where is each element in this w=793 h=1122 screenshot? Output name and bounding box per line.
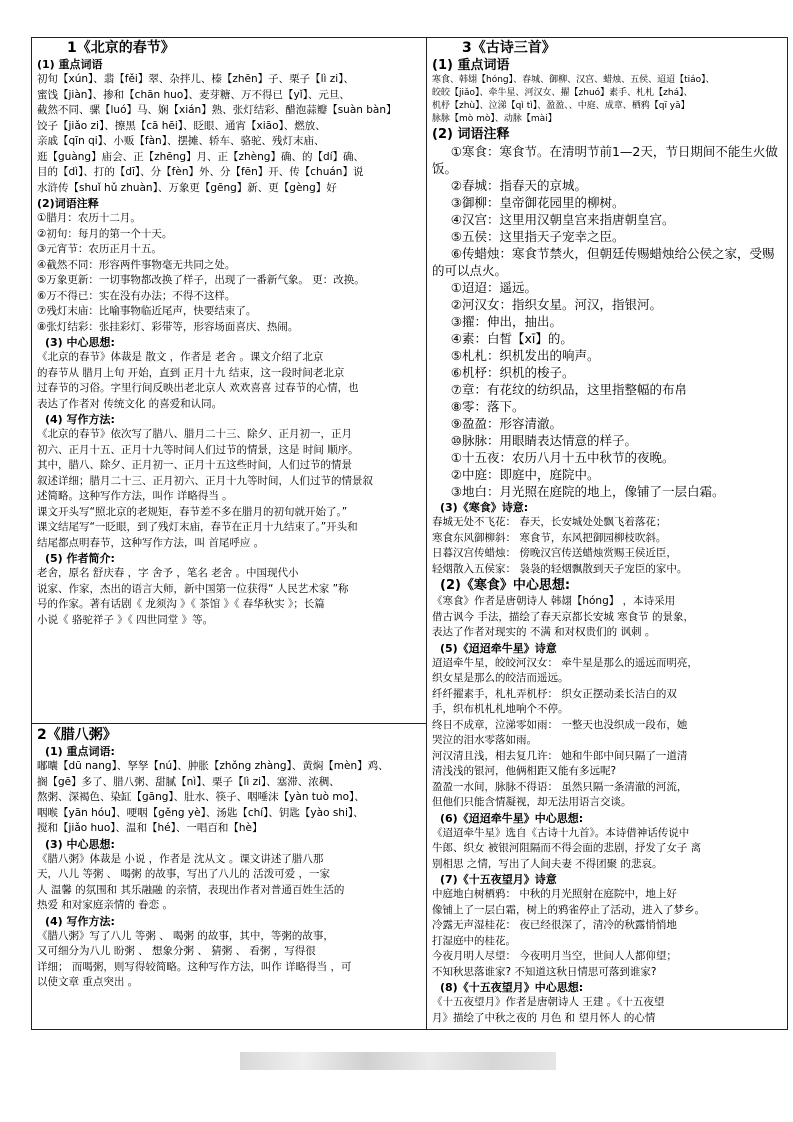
section-beijing-spring-festival <box>32 38 426 724</box>
note-line: ⑨盈盈：形容清澈。 <box>450 416 562 431</box>
note-line: ⑧零：落下。 <box>450 399 525 414</box>
writing-method-line: 以使文章 重点突出 。 <box>37 976 139 988</box>
note-line: ⑩脉脉：用眼睛表达情意的样子。 <box>450 433 637 448</box>
section-title: 3《古诗三首》 <box>462 40 556 56</box>
subheading-main-idea: (3) 中心思想: <box>45 336 115 349</box>
worksheet-page <box>31 37 788 1030</box>
main-idea-line: 《十五夜望月》作者是唐朝诗人 王建 。《十五夜望 <box>432 996 665 1008</box>
poem-line: 盈盈一水间，脉脉不得语： 虽然只隔一条清澈的河流， <box>432 780 688 793</box>
writing-method-line: 述简略。这种写作方法，叫作 详略得当 。 <box>37 490 233 502</box>
vocab-line: 搁【gē】多了、腊八粥、甜腻【nì】、栗子【lì zi】、塞滞、浓稠、 <box>37 775 340 788</box>
main-idea-line: 的春节从 腊月上旬 开始，直到 正月十九 结束，这一段时间老北京 <box>37 366 345 379</box>
subheading-hanshi-main-idea: (2)《寒食》中心思想: <box>440 578 571 593</box>
subheading-word-notes: (2) 词语注释 <box>432 127 510 142</box>
main-idea-line: 天，八儿 等粥 、 喝粥 的故事，写出了八儿的 活泼可爱 ，一家 <box>37 868 331 880</box>
note-line: ⑥万不得已：实在没有办法；不得不这样。 <box>37 289 236 302</box>
main-idea-line: 牛郎、织女 被银河阻隔而不得会面的悲剧，抒发了女子 离 <box>432 842 702 854</box>
section-title: 1《北京的春节》 <box>67 40 175 56</box>
writing-method-line: 初六、正月十五、正月十九等时间人们过节的情景，这是 时间 顺序。 <box>37 443 359 456</box>
note-line: ③元宵节：农历正月十五。 <box>37 243 162 255</box>
main-idea-line: 表达了作者对现实的 不满 和对权贵们的 讽刺 。 <box>432 626 656 638</box>
poem-line: 清浅浅的银河，他俩相距又能有多远呢? <box>432 765 617 777</box>
note-line: ⑥机杼：织机的梭子。 <box>450 365 575 380</box>
writing-method-line: 《北京的春节》依次写了腊八、腊月二十三、除夕、正月初一，正月 <box>37 428 352 440</box>
section-three-ancient-poems <box>426 38 787 1029</box>
vocab-line: 机杼【zhù】、泣涕【qì tì】、盈盈、、中庭、成章、栖鸦【qī yā】 <box>432 101 690 111</box>
note-line: ⑥传蜡烛：寒食节禁火，但朝廷传赐蜡烛给公侯之家，受赐的可以点火。 <box>432 246 775 278</box>
poem-line: 哭泣的泪水零落如雨。 <box>432 734 537 746</box>
poem-line: 日暮汉宫传蜡烛： 傍晚汉宫传送蜡烛赏赐王侯近臣， <box>432 547 677 559</box>
main-idea-line: 《迢迢牵牛星》选自《古诗十九首》。本诗借神话传说中 <box>432 826 690 839</box>
author-intro-line: 号的作家。著有话剧《 龙须沟 》《 茶馆 》《 春华秋实 》；长篇 <box>37 598 325 610</box>
main-idea-line: 《北京的春节》体裁是 散文 ，作者是 老舍 。课文介绍了北京 <box>37 351 324 363</box>
writing-method-line: 详细； 而喝粥，则写得较简略。这种写作方法，叫作 详略得当 ，可 <box>37 960 352 973</box>
right-column <box>426 38 787 1029</box>
poem-line: 纤纤擢素手，札札弄机杼： 织女正摆动柔长洁白的双 <box>432 687 677 700</box>
writing-method-line: 课文开头写“照北京的老规矩，春节差不多在腊月的初旬就开始了。” <box>37 505 348 518</box>
vocab-line: 饺子【jiǎo zi】、擦黑【cā hēi】、眨眼、通宵【xiāo】、燃放、 <box>37 119 326 132</box>
note-line: ②河汉女：指织女星。河汉，指银河。 <box>450 297 662 312</box>
vocab-line: 亲戚【qīn qi】、小贩【fàn】、摆摊、轿车、骆驼、残灯末庙、 <box>37 135 325 147</box>
main-idea-line: 《腊八粥》体裁是 小说 ，作者是 沈从文 。课文讲述了腊八那 <box>37 852 324 865</box>
writing-method-line: 课文结尾写“一眨眼，到了残灯末庙，春节在正月十九结束了。”开头和 <box>37 521 358 533</box>
note-line: ③擢：伸出，抽出。 <box>450 314 562 329</box>
note-line: ②中庭：即庭中，庭院中。 <box>450 467 600 482</box>
vocab-line: 搅和【jiǎo huo】、温和【hé】、一唱百和【hè】 <box>37 822 263 834</box>
vocab-line: 蜜饯【jiàn】、掺和【chān huo】、麦芽糖、万不得已【yǐ】、元旦、 <box>37 88 350 101</box>
poem-line: 春城无处不飞花： 春天，长安城处处飘飞着落花； <box>432 516 667 528</box>
vocab-line: 熬粥、深褐色、染缸【gāng】、肚水、筷子、咽唾沫【yàn tuò mo】、 <box>37 791 365 803</box>
poem-line: 中庭地白树栖鸦： 中秋的月光照射在庭院中，地上好 <box>432 888 677 900</box>
poem-line: 手，织布机札札地响个不停。 <box>432 703 569 715</box>
subheading-qianniu-main-idea: (6)《迢迢牵牛星》中心思想: <box>440 811 584 825</box>
poem-line: 今夜月明人尽望： 今夜明月当空，世间人人都仰望； <box>432 950 677 962</box>
poem-line: 但他们只能含情凝视，却无法用语言交谈。 <box>432 796 632 808</box>
vocab-line: 皎皎【jiǎo】、牵牛星、河汉女、擢【zhuó】素手、札札【zhá】、 <box>432 88 693 98</box>
vocab-line: 水浒传【shuǐ hǔ zhuàn】、万象更【gēng】新、更【gèng】好 <box>37 181 337 194</box>
subheading-wangyue-main-idea: (8)《十五夜望月》中心思想: <box>440 981 584 994</box>
writing-method-line: 其中，腊八、除夕、正月初一、正月十五这些时间，人们过节的情景 <box>37 459 352 471</box>
subheading-main-idea: (3) 中心思想: <box>45 837 115 851</box>
subheading-hanshi-meaning: (3)《寒食》诗意: <box>440 501 529 514</box>
main-idea-line: 别相思 之情，写出了人间夫妻 不得团聚 的悲哀。 <box>432 857 663 870</box>
subheading-key-words: (1) 重点词语: <box>45 745 115 758</box>
note-line: ②春城：指春天的京城。 <box>450 178 587 193</box>
vocab-line: 嘟囔【dū nang】、孥孥【nú】、肿胀【zhǒng zhàng】、黄焖【mèn】鸡、 <box>37 760 389 772</box>
poem-line: 河汉清且浅，相去复几许： 她和牛郎中间只隔了一道清 <box>432 749 688 762</box>
main-idea-line: 表达了作者对 传统文化 的喜爱和认同。 <box>37 397 223 410</box>
vocab-line: 初旬【xún】、翡【fěi】翠、杂拌儿、榛【zhēn】子、栗子【lì zi】、 <box>37 73 354 85</box>
poem-line: 寒食东风御柳斜： 寒食节，东风把御园柳枝吹斜。 <box>432 531 667 544</box>
author-intro-line: 老舍，原名 舒庆春 ，字 舍予 ，笔名 老舍 。中国现代小 <box>37 567 299 579</box>
subheading-wangyue-meaning: (7)《十五夜望月》诗意 <box>440 873 557 886</box>
subheading-key-words: (1) 重点词语 <box>432 58 510 73</box>
writing-method-line: 《腊八粥》写了八儿 等粥 、 喝粥 的故事，其中，等粥的故事， <box>37 929 334 942</box>
section-title: 2《腊八粥》 <box>37 727 117 743</box>
subheading-writing-method: (4) 写作方法: <box>45 914 115 928</box>
vocab-line: 目的【dì】、打的【dī】、分【fèn】外、分【fēn】开、传【chuán】说 <box>37 166 364 178</box>
note-line: ①寒食：寒食节。在清明节前1—2天，节日期间不能生火做饭。 <box>432 144 778 176</box>
note-line: ④截然不同：形容两件事物毫无共同之处。 <box>37 258 236 271</box>
main-idea-line: 《寒食》作者是唐朝诗人 韩翃【hóng】 ，本诗采用 <box>432 595 676 607</box>
author-intro-line: 小说《 骆驼祥子 》《 四世同堂 》等。 <box>37 613 214 626</box>
poem-line: 轻烟散入五侯家： 袅袅的轻烟飘散到天子宠臣的家中。 <box>432 562 688 575</box>
note-line: ②初旬：每月的第一个十天。 <box>37 227 173 240</box>
main-idea-line: 热爱 和对家庭亲情的 眷恋 。 <box>37 899 174 911</box>
vocab-line: 寒食、韩翃【hóng】、春城、御柳、汉宫、蜡烛、五侯、迢迢【tiáo】、 <box>432 75 715 85</box>
blurred-footer-watermark <box>240 1052 556 1070</box>
poem-line: 不知秋思落谁家? 不知道这秋日情思可落到谁家? <box>432 965 657 978</box>
poem-line: 终日不成章，泣涕零如雨： 一整天也没织成一段布，她 <box>432 718 688 731</box>
main-idea-line: 过春节的习俗。字里行间反映出老北京人 欢欢喜喜 过春节的心情，也 <box>37 382 359 394</box>
note-line: ⑤五侯：这里指天子宠幸之臣。 <box>450 229 625 244</box>
subheading-key-words: (1) 重点词语 <box>37 58 103 71</box>
main-idea-line: 人 温馨 的氛围和 其乐融融 的亲情，表现出作者对普通百姓生活的 <box>37 883 345 896</box>
note-line: ①腊月：农历十二月。 <box>37 212 141 224</box>
writing-method-line: 叙述详细；腊月二十三、正月初六、正月十九等时间，人们过节的情景叙 <box>37 474 373 487</box>
poem-line: 冷露无声湿桂花： 夜已经很深了，清冷的秋露悄悄地 <box>432 919 677 931</box>
note-line: ⑤札札：织机发出的响声。 <box>450 348 600 363</box>
main-idea-line: 借古讽今 手法，描绘了春天京都长安城 寒食节 的景象， <box>432 610 695 623</box>
note-line: ⑦残灯末庙：比喻事物临近尾声，快要结束了。 <box>37 305 257 317</box>
vocab-line: 咽喉【yān hóu】、哽咽【gěng yè】、汤匙【chí】、钥匙【yào shi】、 <box>37 806 364 819</box>
subheading-word-notes: (2)词语注释 <box>37 197 99 210</box>
left-column <box>32 38 427 1029</box>
main-idea-line: 月》描绘了中秋之夜的 月色 和 望月怀人 的心情 <box>432 1011 656 1024</box>
poem-line: 迢迢牵牛星，皎皎河汉女： 牵牛星是那么的遥远而明亮， <box>432 656 698 669</box>
vocab-line: 截然不同、骡【luó】马、娴【xián】熟、张灯结彩、醋泡蒜瓣【suàn bàn】 <box>37 104 397 116</box>
note-line: ⑤万象更新：一切事物都改换了样子，出现了一番新气象。 更：改换。 <box>37 274 365 286</box>
note-line: ①十五夜：农历八月十五中秋节的夜晚。 <box>450 450 675 465</box>
subheading-author-intro: (5) 作者简介: <box>45 552 115 565</box>
note-line: ③御柳：皇帝御花园里的柳树。 <box>450 195 625 210</box>
note-line: ①迢迢：遥远。 <box>450 280 537 295</box>
note-line: ⑦章：有花纹的纺织品，这里指整幅的布帛 <box>450 382 687 397</box>
vocab-line: 逛【guàng】庙会、正【zhēng】月、正【zhèng】确、的【dí】确、 <box>37 150 365 163</box>
author-intro-line: 说家、作家，杰出的语言大师，新中国第一位获得“ 人民艺术家 ”称 <box>37 582 349 595</box>
subheading-writing-method: (4) 写作方法: <box>45 413 115 426</box>
subheading-qianniu-meaning: (5)《迢迢牵牛星》诗意 <box>440 641 557 655</box>
note-line: ⑧张灯结彩：张挂彩灯、彩带等，形容场面喜庆、热闹。 <box>37 320 299 333</box>
note-line: ④汉宫：这里用汉朝皇宫来指唐朝皇宫。 <box>450 212 675 227</box>
writing-method-line: 结尾都点明春节，这种写作方法，叫 首尾呼应 。 <box>37 536 265 549</box>
note-line: ④素：白皙【xī】的。 <box>450 331 573 346</box>
poem-line: 打湿庭中的桂花。 <box>432 934 516 947</box>
note-line: ③地白：月光照在庭院的地上，像铺了一层白霜。 <box>450 484 725 499</box>
section-laba-porridge <box>32 725 426 1029</box>
poem-line: 织女星是那么的皎洁而遥远。 <box>432 672 569 684</box>
poem-line: 像铺上了一层白霜，树上的鸦雀停止了活动，进入了梦乡。 <box>432 903 705 916</box>
vocab-line: 脉脉【mò mò】、动脉【mài】 <box>432 114 557 124</box>
writing-method-line: 又可细分为八儿 盼粥 、 想象分粥 、 猜粥 、 看粥 ，写得很 <box>37 945 316 957</box>
